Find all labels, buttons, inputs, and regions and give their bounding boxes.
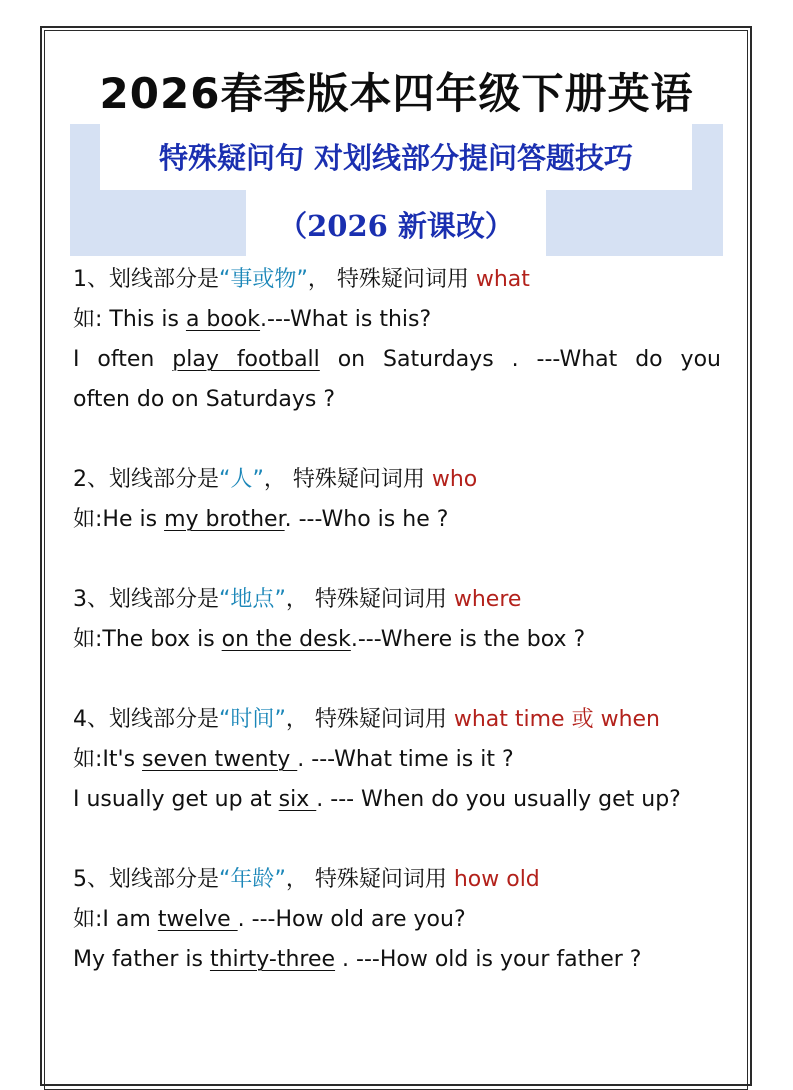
example-suffix: . ---How old are you? bbox=[237, 907, 466, 932]
underlined-phrase: play football bbox=[172, 347, 320, 372]
section-gap bbox=[73, 820, 721, 860]
question-word: where bbox=[453, 587, 522, 612]
open-quote: “ bbox=[219, 267, 231, 292]
example-sentence bbox=[73, 740, 721, 780]
subtitle-line-2: （2026 新课改） bbox=[278, 209, 514, 243]
heading-text: ， 特殊疑问词用 bbox=[307, 267, 476, 292]
underlined-phrase: thirty-three bbox=[209, 947, 336, 972]
example-continuation: often do on Saturdays ? bbox=[73, 387, 336, 412]
underlined-phrase: on the desk bbox=[221, 627, 351, 652]
example-suffix: .---What is this? bbox=[260, 307, 432, 332]
heading-text: ， 特殊疑问词用 bbox=[285, 587, 454, 612]
open-quote: “ bbox=[219, 467, 231, 492]
heading-text: 划线部分是 bbox=[109, 267, 220, 292]
section-gap bbox=[73, 660, 721, 700]
section-heading bbox=[73, 580, 721, 620]
subtitle-line-1: 特殊疑问句 对划线部分提问答题技巧 bbox=[158, 141, 634, 175]
example-suffix: . --- When do you usually get up? bbox=[316, 787, 681, 812]
example-sentence bbox=[73, 780, 721, 820]
heading-text: 划线部分是 bbox=[109, 587, 220, 612]
example-sentence bbox=[73, 340, 721, 380]
heading-text: 划线部分是 bbox=[109, 707, 220, 732]
close-quote: ” bbox=[252, 467, 264, 492]
example-sentence bbox=[73, 500, 721, 540]
underlined-phrase: twelve bbox=[157, 907, 238, 932]
question-word: who bbox=[431, 467, 478, 492]
example-sentence bbox=[73, 300, 721, 340]
section-number: 3、 bbox=[73, 587, 109, 612]
example-sentence bbox=[73, 620, 721, 660]
term-highlight: 人 bbox=[230, 467, 253, 492]
example-suffix: .---Where is the box ? bbox=[350, 627, 586, 652]
underlined-phrase: my brother bbox=[164, 507, 285, 532]
close-quote: ” bbox=[274, 587, 286, 612]
term-highlight: 年龄 bbox=[230, 867, 275, 892]
example-suffix: on Saturdays . ---What do you bbox=[319, 347, 721, 372]
section-number: 1、 bbox=[73, 267, 109, 292]
close-quote: ” bbox=[274, 867, 286, 892]
open-quote: “ bbox=[219, 867, 231, 892]
term-highlight: 地点 bbox=[230, 587, 275, 612]
section-number: 4、 bbox=[73, 707, 109, 732]
section-heading bbox=[73, 860, 721, 900]
open-quote: “ bbox=[219, 587, 231, 612]
question-word: what time 或 when bbox=[453, 707, 660, 732]
example-prefix: 如:The box is bbox=[73, 627, 222, 652]
example-prefix: 如: This is bbox=[73, 307, 186, 332]
term-highlight: 事或物 bbox=[230, 267, 297, 292]
section-heading bbox=[73, 460, 721, 500]
question-word: how old bbox=[453, 867, 540, 892]
section-number: 5、 bbox=[73, 867, 109, 892]
section-gap bbox=[73, 540, 721, 580]
heading-text: 划线部分是 bbox=[109, 867, 220, 892]
heading-text: ， 特殊疑问词用 bbox=[285, 707, 454, 732]
example-prefix: 如:He is bbox=[73, 507, 165, 532]
section-heading bbox=[73, 260, 721, 300]
heading-text: ， 特殊疑问词用 bbox=[285, 867, 454, 892]
underlined-phrase: six bbox=[278, 787, 317, 812]
term-highlight: 时间 bbox=[230, 707, 275, 732]
example-sentence bbox=[73, 940, 721, 980]
example-prefix: 如:It's bbox=[73, 747, 143, 772]
example-sentence bbox=[73, 900, 721, 940]
heading-text: ， 特殊疑问词用 bbox=[263, 467, 432, 492]
close-quote: ” bbox=[274, 707, 286, 732]
example-prefix: My father is bbox=[73, 947, 210, 972]
lesson-content bbox=[73, 260, 721, 980]
section-heading bbox=[73, 700, 721, 740]
page-title: 2026春季版本四年级下册英语 bbox=[99, 69, 694, 118]
section-number: 2、 bbox=[73, 467, 109, 492]
close-quote: ” bbox=[296, 267, 308, 292]
section-gap bbox=[73, 420, 721, 460]
example-suffix: . ---Who is he ? bbox=[284, 507, 449, 532]
question-word: what bbox=[475, 267, 530, 292]
example-prefix: 如:I am bbox=[73, 907, 158, 932]
open-quote: “ bbox=[219, 707, 231, 732]
heading-text: 划线部分是 bbox=[109, 467, 220, 492]
example-prefix: I usually get up at bbox=[73, 787, 279, 812]
example-suffix: . ---How old is your father ? bbox=[335, 947, 642, 972]
underlined-phrase: a book bbox=[185, 307, 261, 332]
example-prefix: I often bbox=[73, 347, 173, 372]
example-suffix: . ---What time is it ? bbox=[297, 747, 514, 772]
underlined-phrase: seven twenty bbox=[142, 747, 298, 772]
